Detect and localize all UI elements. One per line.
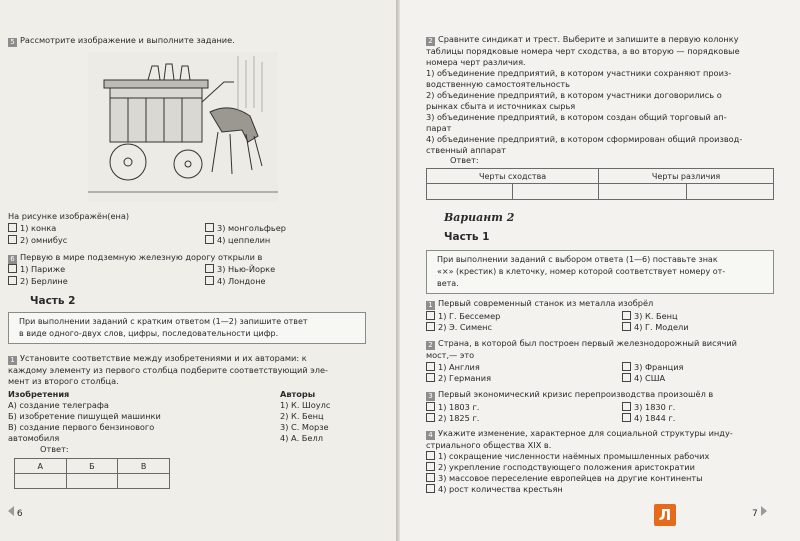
answer-cell[interactable] bbox=[686, 184, 773, 200]
option-2[interactable]: 2) Э. Сименс bbox=[426, 322, 492, 333]
question-1: 1 Первый современный станок из металла изобрёл bbox=[426, 298, 653, 310]
checkbox[interactable] bbox=[622, 311, 631, 320]
instruction-box: При выполнении заданий с кратким ответом (1—2) запишите ответ в виде одного-двух слов, цифры, последовательности цифр. bbox=[8, 312, 366, 344]
question-2b: 2 Страна, в которой был построен первый железнодорожный висячий мост,— это bbox=[426, 338, 737, 360]
picture-question: На рисунке изображён(ена) bbox=[8, 211, 130, 221]
option-1[interactable]: 1) 1803 г. bbox=[426, 402, 479, 413]
option-3[interactable]: 3) Нью-Йорке bbox=[205, 264, 275, 275]
part-1-title: Часть 1 bbox=[444, 231, 490, 243]
option-2[interactable]: 2) омнибус bbox=[8, 235, 67, 246]
answer-cell[interactable] bbox=[513, 184, 599, 200]
right-page bbox=[400, 0, 800, 541]
instruction-box: При выполнении заданий с выбором ответа (1—6) поставьте знак «×» (крестик) в клеточку, номер которой соответствует номеру от- вета. bbox=[426, 250, 774, 294]
option-1[interactable]: 1) Париже bbox=[8, 264, 65, 275]
checkbox[interactable] bbox=[205, 235, 214, 244]
option-2[interactable]: 2) укрепление господствующего положения аристократии bbox=[426, 462, 695, 473]
question-number: 3 bbox=[426, 392, 435, 401]
option-3[interactable]: 3) К. Бенц bbox=[622, 311, 678, 322]
checkbox[interactable] bbox=[205, 264, 214, 273]
checkbox[interactable] bbox=[426, 402, 435, 411]
inventions-list: А) создание телеграфа Б) изобретение пишущей машинки В) создание первого бензинового автомобиля bbox=[8, 400, 161, 443]
checkbox[interactable] bbox=[426, 373, 435, 382]
checkbox[interactable] bbox=[426, 311, 435, 320]
checkbox[interactable] bbox=[426, 413, 435, 422]
page-number-left: 6 bbox=[8, 506, 23, 519]
question-number: 1 bbox=[426, 301, 435, 310]
answer-cell[interactable] bbox=[15, 474, 67, 489]
inventions-header: Изобретения bbox=[8, 389, 70, 399]
authors-list: 1) К. Шоулс 2) К. Бенц 3) С. Морзе 4) А. Белл bbox=[280, 400, 331, 443]
question-number: 6 bbox=[8, 255, 17, 264]
variant-title: Вариант 2 bbox=[444, 211, 515, 224]
checkbox[interactable] bbox=[205, 223, 214, 232]
answer-label: Ответ: bbox=[40, 444, 69, 454]
option-1[interactable]: 1) Г. Бессемер bbox=[426, 311, 500, 322]
question-5 bbox=[8, 35, 235, 47]
checkbox[interactable] bbox=[622, 413, 631, 422]
authors-header: Авторы bbox=[280, 389, 316, 399]
answer-label: Ответ: bbox=[450, 155, 479, 165]
question-2: 2 Сравните синдикат и трест. Выберите и запишите в первую колонку таблицы порядковые номера черт сходства, а во вторую — порядковые номера черт различия. bbox=[426, 34, 740, 67]
answer-cell[interactable] bbox=[599, 184, 686, 200]
checkbox[interactable] bbox=[622, 362, 631, 371]
option-4[interactable]: 4) Лондоне bbox=[205, 276, 266, 287]
publisher-logo-icon: Л bbox=[654, 504, 676, 526]
answer-col-b: Б bbox=[66, 459, 118, 474]
question-number: 1 bbox=[8, 356, 17, 365]
option-2[interactable]: 2) 1825 г. bbox=[426, 413, 479, 424]
option-3[interactable]: 3) массовое переселение европейцев на другие континенты bbox=[426, 473, 703, 484]
option-2[interactable]: 2) Берлине bbox=[8, 276, 68, 287]
answer-col-a: А bbox=[15, 459, 67, 474]
answer-col-c: В bbox=[118, 459, 170, 474]
checkbox[interactable] bbox=[8, 276, 17, 285]
checkbox[interactable] bbox=[622, 322, 631, 331]
option-3[interactable]: 3) монгольфьер bbox=[205, 223, 286, 234]
question-text: Первую в мире подземную железную дорогу открыли в bbox=[20, 252, 263, 262]
option-3[interactable]: 3) Франция bbox=[622, 362, 683, 373]
similarity-header: Черты сходства bbox=[427, 169, 599, 184]
question-number: 2 bbox=[426, 341, 435, 350]
option-2[interactable]: 2) Германия bbox=[426, 373, 491, 384]
question-6 bbox=[8, 252, 262, 264]
checkbox[interactable] bbox=[622, 373, 631, 382]
checkbox[interactable] bbox=[426, 362, 435, 371]
answer-cell[interactable] bbox=[66, 474, 118, 489]
option-4[interactable]: 4) США bbox=[622, 373, 665, 384]
option-1[interactable]: 1) Англия bbox=[426, 362, 480, 373]
question-number: 5 bbox=[8, 38, 17, 47]
checkbox[interactable] bbox=[426, 322, 435, 331]
option-4[interactable]: 4) рост количества крестьян bbox=[426, 484, 563, 495]
omnibus-engraving bbox=[88, 52, 278, 202]
checkbox[interactable] bbox=[426, 473, 435, 482]
checkbox[interactable] bbox=[8, 264, 17, 273]
question-number: 2 bbox=[426, 37, 435, 46]
page-arrow-icon bbox=[8, 506, 14, 516]
question-1: 1 Установите соответствие между изобретениями и их авторами: к каждому элементу из первого столбца подберите соответствующий эле- мент из второго столбца. bbox=[8, 353, 329, 386]
part-2-title: Часть 2 bbox=[30, 295, 76, 307]
feature-list: 1) объединение предприятий, в котором участники сохраняют произ- водственную самостоятельность 2) объединение предприятий, в котором участники договорились о рынках сбыта и источниках сырья 3) объединение предприятий, в котором создан общий торговый ап- парат 4) объединение предприятий, в котором сформирован общий производ- ственный аппарат bbox=[426, 68, 743, 155]
option-4[interactable]: 4) 1844 г. bbox=[622, 413, 675, 424]
question-number: 4 bbox=[426, 431, 435, 440]
answer-table bbox=[426, 168, 774, 200]
checkbox[interactable] bbox=[426, 451, 435, 460]
option-4[interactable]: 4) цеппелин bbox=[205, 235, 270, 246]
question-text: Рассмотрите изображение и выполните задание. bbox=[20, 35, 235, 45]
question-4: 4 Укажите изменение, характерное для социальной структуры инду- стриального общества XIX в. bbox=[426, 428, 733, 450]
page-arrow-icon bbox=[761, 506, 767, 516]
question-3: 3 Первый экономический кризис перепроизводства произошёл в bbox=[426, 389, 713, 401]
answer-cell[interactable] bbox=[427, 184, 513, 200]
checkbox[interactable] bbox=[8, 235, 17, 244]
option-1[interactable]: 1) конка bbox=[8, 223, 56, 234]
answer-table bbox=[14, 458, 170, 489]
left-page bbox=[0, 0, 398, 541]
checkbox[interactable] bbox=[426, 462, 435, 471]
checkbox[interactable] bbox=[8, 223, 17, 232]
difference-header: Черты различия bbox=[599, 169, 774, 184]
checkbox[interactable] bbox=[205, 276, 214, 285]
page-number-right: 7 bbox=[752, 506, 767, 519]
answer-cell[interactable] bbox=[118, 474, 170, 489]
option-3[interactable]: 3) 1830 г. bbox=[622, 402, 675, 413]
checkbox[interactable] bbox=[426, 484, 435, 493]
checkbox[interactable] bbox=[622, 402, 631, 411]
option-1[interactable]: 1) сокращение численности наёмных промышленных рабочих bbox=[426, 451, 709, 462]
option-4[interactable]: 4) Г. Модели bbox=[622, 322, 689, 333]
